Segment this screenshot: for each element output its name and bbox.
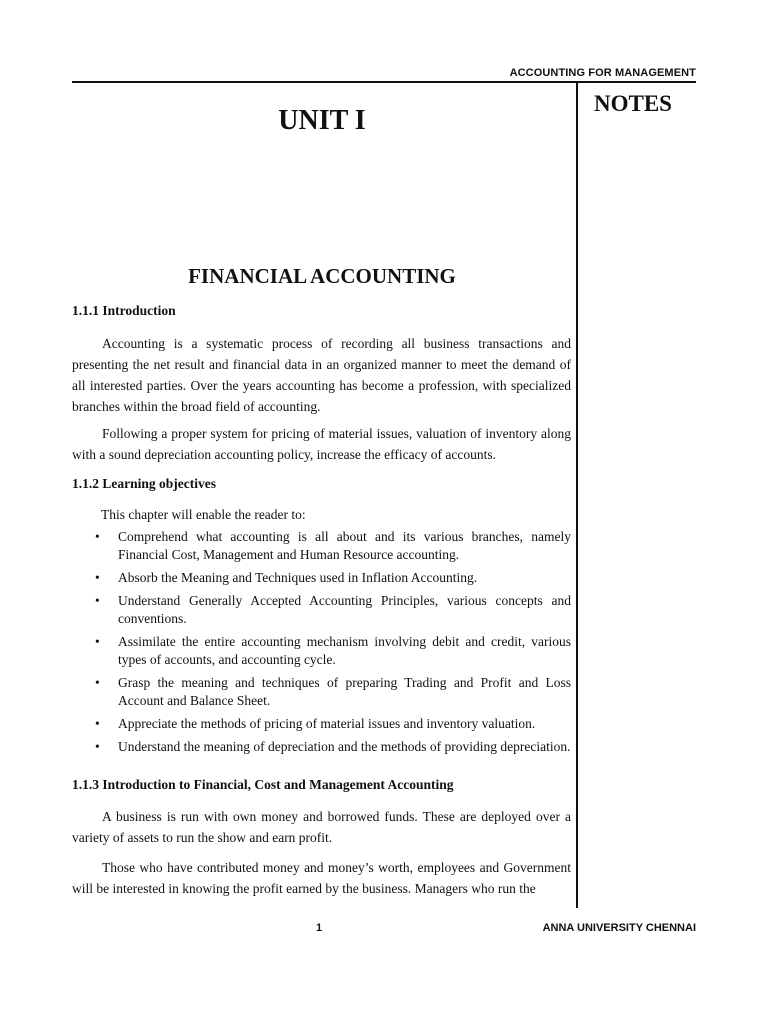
paragraph: A business is run with own money and borrowed funds. These are deployed over a variety of assets to run the show and earn profit. bbox=[72, 809, 571, 845]
chapter-title: FINANCIAL ACCOUNTING bbox=[188, 264, 456, 288]
list-item bbox=[72, 715, 571, 733]
list-item-text: Appreciate the methods of pricing of material issues and inventory valuation. bbox=[118, 716, 536, 731]
footer-institution: ANNA UNIVERSITY CHENNAI bbox=[542, 922, 696, 934]
bullet-icon: • bbox=[95, 675, 100, 690]
section-heading-introduction: 1.1.1 Introduction bbox=[72, 303, 176, 318]
list-item bbox=[72, 592, 571, 628]
list-item-text: Absorb the Meaning and Techniques used in Inflation Accounting. bbox=[118, 570, 478, 585]
bullet-icon: • bbox=[95, 634, 100, 649]
list-item bbox=[72, 569, 571, 587]
header-rule bbox=[72, 81, 696, 83]
list-item bbox=[72, 674, 571, 710]
bullet-icon: • bbox=[95, 716, 100, 731]
list-item bbox=[72, 738, 571, 756]
unit-title: UNIT I bbox=[278, 105, 366, 136]
list-item-text: Understand Generally Accepted Accounting Principles, various concepts and conventions. bbox=[118, 593, 571, 626]
list-item-text: Grasp the meaning and techniques of preparing Trading and Profit and Loss Account and Balance Sheet. bbox=[118, 675, 571, 708]
list-item-text: Comprehend what accounting is all about and its various branches, namely Financial Cost, Management and Human Resource accounting. bbox=[118, 529, 571, 562]
list-item-text: Understand the meaning of depreciation and the methods of providing depreciation. bbox=[118, 739, 571, 754]
list-item-text: Assimilate the entire accounting mechanism involving debit and credit, various types of accounts, and accounting cycle. bbox=[118, 634, 571, 667]
paragraph: Following a proper system for pricing of material issues, valuation of inventory along with a sound depreciation accounting policy, increase the efficacy of accounts. bbox=[72, 426, 571, 462]
objectives-list bbox=[72, 528, 571, 761]
list-item bbox=[72, 633, 571, 669]
section-heading-financial-cost-management: 1.1.3 Introduction to Financial, Cost and Management Accounting bbox=[72, 777, 454, 792]
notes-label: NOTES bbox=[594, 91, 672, 116]
margin-rule bbox=[576, 81, 578, 908]
paragraph: Accounting is a systematic process of recording all business transactions and presenting the net result and financial data in an organized manner to meet the demand of all interested parties. Over the years accounting has become a profession, with specialized branches within the broad field of accounting. bbox=[72, 336, 571, 414]
bullet-icon: • bbox=[95, 529, 100, 544]
section-heading-learning-objectives: 1.1.2 Learning objectives bbox=[72, 476, 216, 491]
list-item bbox=[72, 528, 571, 564]
running-header: ACCOUNTING FOR MANAGEMENT bbox=[509, 67, 696, 79]
page-number: 1 bbox=[316, 922, 323, 934]
objectives-lead: This chapter will enable the reader to: bbox=[101, 507, 306, 522]
bullet-icon: • bbox=[95, 593, 100, 608]
bullet-icon: • bbox=[95, 739, 100, 754]
bullet-icon: • bbox=[95, 570, 100, 585]
paragraph: Those who have contributed money and money’s worth, employees and Government will be interested in knowing the profit earned by the business. Managers who run the bbox=[72, 860, 571, 896]
